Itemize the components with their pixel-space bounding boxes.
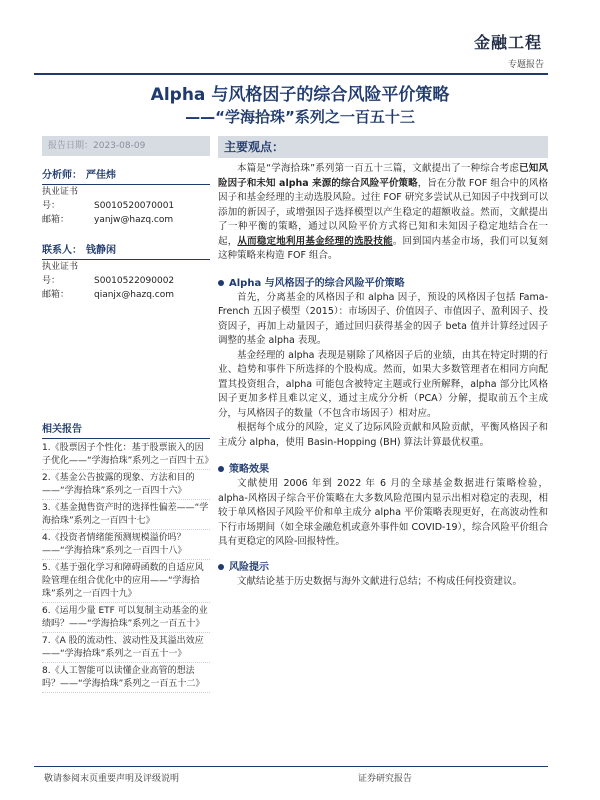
report-title: Alpha 与风格因子的综合风险平价策略 xyxy=(150,85,450,105)
intro-paragraph xyxy=(218,162,548,264)
intro-bold-1: 已知风险因子和未知 alpha 来源的综合风险平价策略 xyxy=(218,163,548,189)
bullet-icon xyxy=(218,466,224,472)
analyst-email[interactable]: yanjw@hazq.com xyxy=(94,215,174,225)
related-report-item[interactable]: 4.《投资者情绪能预测规模溢价吗？——“学海拾珠”系列之一百四十八》 xyxy=(42,532,210,560)
contact-email-row xyxy=(42,288,210,302)
contact-block xyxy=(42,237,210,302)
analyst-heading xyxy=(42,162,210,185)
contact-cert-row xyxy=(42,260,210,288)
section-strategy-title: Alpha 与风格因子的综合风险平价策略 xyxy=(229,277,405,289)
analyst-cert: S0010520070001 xyxy=(94,201,175,211)
related-report-item[interactable]: 5.《基于强化学习和障碍函数的自适应风险管理在组合优化中的应用——“学海拾珠”系列之一百四十九》 xyxy=(42,562,210,603)
contact-name: 钱静闲 xyxy=(86,245,116,256)
analyst-role: 分析师： xyxy=(42,170,82,181)
related-report-item[interactable]: 7.《A 股的流动性、波动性及其溢出效应——“学海拾珠”系列之一百五十一》 xyxy=(42,635,210,663)
risk-paragraph: 文献结论基于历史数据与海外文献进行总结；不构成任何投资建议。 xyxy=(237,575,523,587)
intro-text-1: 本篇是“学海拾珠”系列第一百五十三篇，文献提出了一种综合考虑 xyxy=(237,163,520,174)
contact-heading xyxy=(42,237,210,260)
analyst-email-row xyxy=(42,213,210,227)
footer-divider xyxy=(34,766,548,767)
intro-text-3: 。回到国内基金市场，我们可以复刻这种策略来构造 FOF 组合。 xyxy=(218,235,548,261)
strategy-paragraph-1: 首先，分离基金的风格因子和 alpha 因子，预设的风格因子包括 Fama-French 五因子模型（2015）：市场因子、价值因子、市值因子、盈利因子、投资因子，再加上动量因子，通过回归获得基金的因子 beta 值并计算经过因子调整的基金 alpha 表现。 xyxy=(218,291,548,346)
footer-label: 证券研究报告 xyxy=(358,774,413,784)
bullet-icon xyxy=(218,564,224,570)
section-heading-risk xyxy=(218,558,548,573)
section-heading-strategy xyxy=(218,274,548,289)
strategy-paragraph-3: 根据每个成分的风险，定义了边际风险贡献和风险贡献，平衡风格因子和主成分 alpha，使用 Basin-Hopping (BH) 算法计算最优权重。 xyxy=(218,422,548,448)
report-type-label: 专题报告 xyxy=(507,60,544,70)
analyst-cert-row xyxy=(42,185,210,213)
related-reports-list xyxy=(42,442,214,693)
related-report-item[interactable]: 3.《基金抛售资产时的选择性偏差——“学海拾珠”系列之一百四十七》 xyxy=(42,502,210,530)
related-report-item[interactable]: 8.《人工智能可以读懂企业高管的想法吗？——“学海拾珠”系列之一百五十二》 xyxy=(42,665,210,693)
effect-paragraph: 文献使用 2006 年到 2022 年 6 月的全球基金数据进行策略检验，alpha-风格因子综合平价策略在大多数风险范围内显示出相对稳定的表现，相较于单风格因子风险平价和单主成分 alpha 平价策略表现更好，在高波动性和下行市场期间（如全球金融危机或意外事件如 COVID-19），综合风险平价组合具有更稳定的风险-回报特性。 xyxy=(218,478,548,547)
section-heading-effect xyxy=(218,460,548,475)
analyst-block xyxy=(42,162,210,227)
intro-underline: 从而稳定地利用基金经理的选股技能 xyxy=(237,235,393,247)
header-divider xyxy=(34,73,548,75)
report-subtitle: ——“学海拾珠”系列之一百五十三 xyxy=(185,108,415,126)
related-report-item[interactable]: 6.《运用少量 ETF 可以复制主动基金的业绩吗？——“学海拾珠”系列之一百五十》 xyxy=(42,605,210,633)
brand-label: 金融工程 xyxy=(473,33,542,52)
contact-cert: S0010522090002 xyxy=(94,276,175,286)
section-effect-title: 策略效果 xyxy=(229,464,269,475)
contact-email[interactable]: qianjx@hazq.com xyxy=(94,290,174,300)
footer-disclaimer: 敬请参阅末页重要声明及评级说明 xyxy=(44,774,180,784)
strategy-paragraph-2: 基金经理的 alpha 表现是剔除了风格因子后的业绩，由其在特定时期的行业、趋势和事件下所选择的个股构成。然而，如果大多数管理者在相同方向配置其投资组合，alpha 可能包含被特定主题或行业所解释，alpha 部分比风格因子更加多样且难以定义，通过主成分分析（PCA）分解，提取前五个主成分，与风格因子的数量（不包含市场因子）相对应。 xyxy=(218,349,548,419)
bullet-icon xyxy=(218,280,224,286)
related-report-item[interactable]: 2.《基金公告披露的现象、方法和目的——“学海拾珠”系列之一百四十六》 xyxy=(42,472,210,500)
report-date: 报告日期：2023-08-09 xyxy=(42,136,210,156)
contact-cert-label: 执业证书号： xyxy=(42,262,79,286)
left-sidebar xyxy=(42,136,214,695)
analyst-name: 严佳炜 xyxy=(86,170,116,181)
main-view-heading: 主要观点： xyxy=(218,136,548,158)
contact-role: 联系人： xyxy=(42,245,82,256)
main-content xyxy=(218,136,548,589)
section-risk-title: 风险提示 xyxy=(229,561,269,573)
intro-text-2: ，旨在分散 FOF 组合中的风格因子和基金经理的主动选股风险。过往 FOF 研究多尝试从已知因子中找到可以添加的新因子，或增强因子选择模型以产生稳定的超额收益。然而，文献提出了一种平衡的策略，通过以风险平价方式将已知和未知因子稳定地结合在一起， xyxy=(218,177,548,247)
analyst-email-label: 邮箱： xyxy=(42,215,70,225)
related-reports-title: 相关报告 xyxy=(42,420,210,439)
related-report-item[interactable]: 1.《股票因子个性化：基于股票嵌入的因子优化——“学海拾珠”系列之一百四十五》 xyxy=(42,442,210,470)
contact-email-label: 邮箱： xyxy=(42,290,70,300)
analyst-cert-label: 执业证书号： xyxy=(42,187,79,211)
